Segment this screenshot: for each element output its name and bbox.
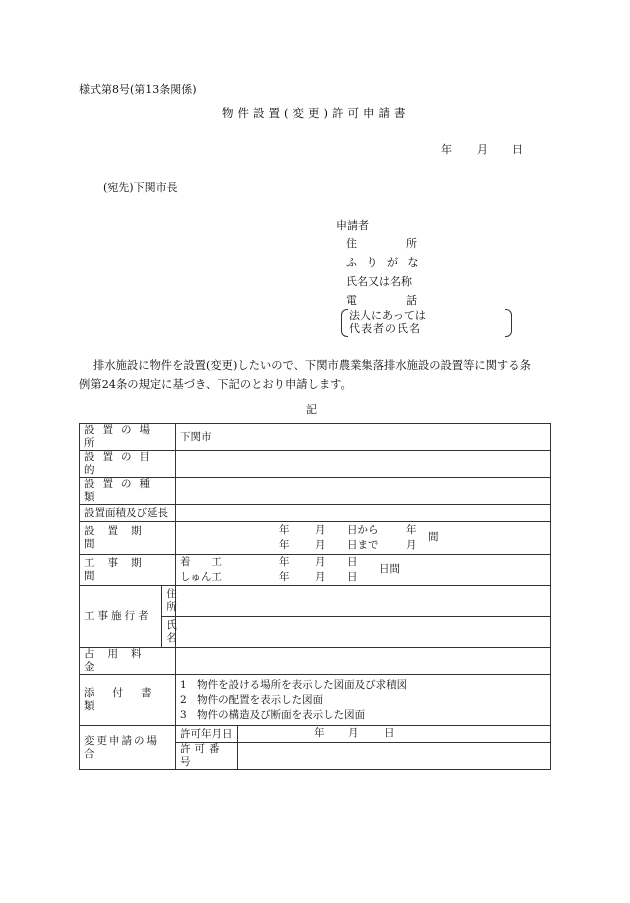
period-duration-suffix: 間 xyxy=(428,531,439,543)
period-duration-year: 年 xyxy=(406,524,417,536)
period-from-year: 年 xyxy=(279,524,290,536)
attachments-list xyxy=(176,675,551,726)
applicant-address-label: 住 所 xyxy=(346,237,418,250)
area-label: 設置面積及び延長 xyxy=(80,505,176,522)
permit-month: 月 xyxy=(348,727,359,739)
applicant-furigana-label: ふ り が な xyxy=(346,256,422,269)
row-change-date xyxy=(80,726,551,743)
permit-date-label: 許可年月日 xyxy=(176,726,238,743)
purpose-value[interactable] xyxy=(176,451,551,478)
works-start-day: 日 xyxy=(347,556,358,568)
works-start-year: 年 xyxy=(279,556,290,568)
period-to-month: 月 xyxy=(315,539,326,551)
date-month: 月 xyxy=(477,143,488,156)
attachment-item-1: 1 物件を設ける場所を表示した図面及び求積図 xyxy=(180,678,408,691)
left-bracket xyxy=(341,309,348,337)
addressee: (宛先)下関市長 xyxy=(103,181,178,194)
contractor-address-label: 住所 xyxy=(162,586,176,617)
period-duration-month: 月 xyxy=(406,539,417,551)
applicant-phone-label: 電 話 xyxy=(346,294,418,307)
applicant-heading: 申請者 xyxy=(336,219,369,232)
date-day: 日 xyxy=(512,143,523,156)
type-label: 設置の種類 xyxy=(80,478,176,505)
works-start-month: 月 xyxy=(315,556,326,568)
row-purpose xyxy=(80,451,551,478)
period-to-day: 日まで xyxy=(347,539,379,551)
permit-number-label: 許可番号 xyxy=(176,743,238,770)
contractor-address-value[interactable] xyxy=(176,586,551,617)
permit-day: 日 xyxy=(384,727,395,739)
attachment-item-2: 2 物件の配置を表示した図面 xyxy=(180,693,324,706)
row-fee xyxy=(80,648,551,675)
purpose-label: 設置の目的 xyxy=(80,451,176,478)
works-end-month: 月 xyxy=(315,571,326,583)
location-label: 設置の場所 xyxy=(80,424,176,451)
body-text-line1: 排水施設に物件を設置(変更)したいので、下関市農業集落排水施設の設置等に関する条 xyxy=(93,359,531,372)
works-start-label: 着 工 xyxy=(180,556,222,568)
period-value[interactable] xyxy=(176,522,551,555)
area-value[interactable] xyxy=(176,505,551,522)
period-label: 設置期間 xyxy=(80,522,176,555)
fee-value[interactable] xyxy=(176,648,551,675)
period-to-year: 年 xyxy=(279,539,290,551)
permit-number-value[interactable] xyxy=(238,743,551,770)
corp-note-line1: 法人にあっては xyxy=(349,309,426,322)
fee-label: 占用料金 xyxy=(80,648,176,675)
attachments-label: 添付書類 xyxy=(80,675,176,726)
row-area xyxy=(80,505,551,522)
works-end-day: 日 xyxy=(347,571,358,583)
body-text-line2: 例第24条の規定に基づき、下記のとおり申請します。 xyxy=(79,378,352,391)
row-period xyxy=(80,522,551,555)
works-label: 工事期間 xyxy=(80,555,176,586)
works-end-label: しゅん工 xyxy=(180,571,222,583)
change-label: 変更申請の場合 xyxy=(80,726,176,770)
row-works xyxy=(80,555,551,586)
applicant-name-label: 氏名又は名称 xyxy=(346,275,412,288)
permit-date-value[interactable] xyxy=(238,726,551,743)
row-location xyxy=(80,424,551,451)
works-value[interactable] xyxy=(176,555,551,586)
attachment-item-3: 3 物件の構造及び断面を表示した図面 xyxy=(180,708,366,721)
form-number: 様式第8号(第13条関係) xyxy=(79,83,197,96)
type-value[interactable] xyxy=(176,478,551,505)
corp-note-line2: 代表者の氏名 xyxy=(349,322,421,335)
row-attachments xyxy=(80,675,551,726)
period-from-day: 日から xyxy=(347,524,379,536)
row-contractor-address xyxy=(80,586,551,617)
row-type xyxy=(80,478,551,505)
application-table xyxy=(79,423,551,770)
contractor-name-label: 氏名 xyxy=(162,617,176,648)
works-end-year: 年 xyxy=(279,571,290,583)
ki-label: 記 xyxy=(306,403,317,416)
page-title: 物件設置(変更)許可申請書 xyxy=(222,106,410,120)
period-from-month: 月 xyxy=(315,524,326,536)
works-duration: 日間 xyxy=(379,563,400,575)
contractor-name-value[interactable] xyxy=(176,617,551,648)
location-value[interactable]: 下関市 xyxy=(176,424,551,451)
right-bracket xyxy=(505,309,512,337)
contractor-label: 工事施行者 xyxy=(80,586,162,648)
permit-year: 年 xyxy=(314,727,325,739)
date-year: 年 xyxy=(441,143,452,156)
